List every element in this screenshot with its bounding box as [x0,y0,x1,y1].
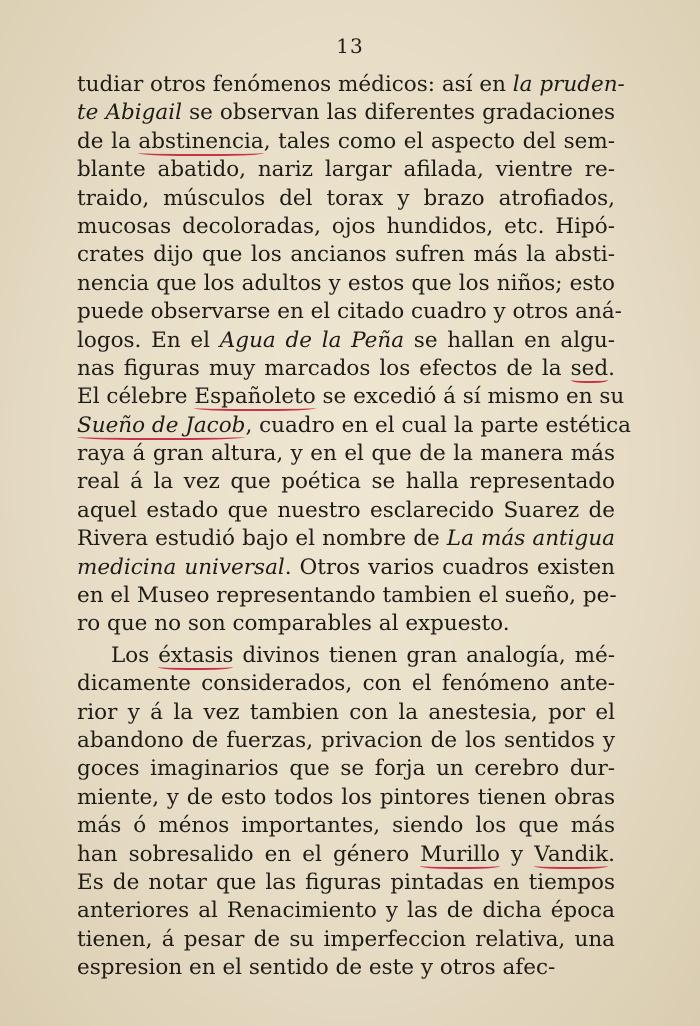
text-line: han sobresalido en el género Murillo y Vandik. [77,841,615,867]
italic-title: La más antigua [446,526,615,552]
underlined-term: abstinencia [138,128,264,154]
text-line: tudiar otros fenómenos médicos: así en la pruden- [77,72,625,97]
text-line: dicamente considerados, con el fenómeno ante- [77,671,615,697]
text-line: real á la vez que poética se halla representado [77,469,615,495]
text-line: aquel estado que nuestro esclarecido Suarez de [77,497,615,523]
text-line: Sueño de Jacob, cuadro en el cual la parte estética [77,412,631,438]
text-line: Los éxtasis divinos tienen gran analogía, mé- [111,642,615,668]
text-line: te Abigail se observan las diferentes gradaciones [77,100,615,126]
body-text [77,71,631,983]
paragraph [77,71,631,639]
text-line: Es de notar que las figuras pintadas en tiempos [77,869,615,895]
text-line: El célebre Españoleto se excedió á sí mismo en su [77,384,625,410]
underlined-term: Murillo [420,841,500,867]
text-line: logos. En el Agua de la Peña se hallan en algu- [77,327,616,353]
text-line: raya á gran altura, y en el que de la manera más [77,441,615,467]
text-line: tienen, á pesar de su imperfeccion relativa, una [77,926,615,952]
text-line: anteriores al Renacimiento y las de dicha época [77,898,615,924]
text-line: miente, y de esto todos los pintores tienen obras [77,784,615,810]
text-line: traido, músculos del torax y brazo atrofiados, [77,185,615,211]
text-line: abandono de fuerzas, privacion de los sentidos y [77,727,615,753]
text-line: de la abstinencia, tales como el aspecto del sem- [77,128,615,154]
italic-title: la pruden- [512,72,625,97]
text-line: espresion en el sentido de este y otros afec- [77,955,556,981]
text-line: ro que no son comparables al expuesto. [77,611,510,637]
underlined-term: Españoleto [194,384,316,410]
text-line: nas figuras muy marcados los efectos de la sed. [77,355,615,381]
paragraph [77,642,615,983]
italic-title: medicina universal [77,554,285,580]
text-line: en el Museo representando tambien el sueño, pe- [77,583,617,609]
text-line: crates dijo que los ancianos sufren más la absti- [77,242,615,268]
underlined-term: Sueño de Jacob [77,412,246,438]
italic-title: te Abigail [77,100,182,126]
text-line: nencia que los adultos y estos que los niños; esto [77,270,615,296]
text-line: Rivera estudió bajo el nombre de La más antigua [77,526,615,552]
text-line: rior y á la vez tambien con la anestesia, por el [77,699,615,725]
text-line: blante abatido, nariz largar afilada, vientre re- [77,157,615,183]
underlined-term: sed [570,355,609,381]
text-line: más ó ménos importantes, siendo los que más [77,813,615,839]
text-line: medicina universal. Otros varios cuadros existen [77,554,615,580]
underlined-term: éxtasis [158,642,234,668]
page-number: 13 [336,34,364,58]
text-line: goces imaginarios que se forja un cerebro dur- [77,756,615,782]
text-line: mucosas decoloradas, ojos hundidos, etc. Hipó- [77,213,615,239]
italic-title: Agua de la Peña [219,327,405,353]
underlined-term: Vandik [534,841,609,867]
text-line: puede observarse en el citado cuadro y otros aná- [77,299,622,325]
